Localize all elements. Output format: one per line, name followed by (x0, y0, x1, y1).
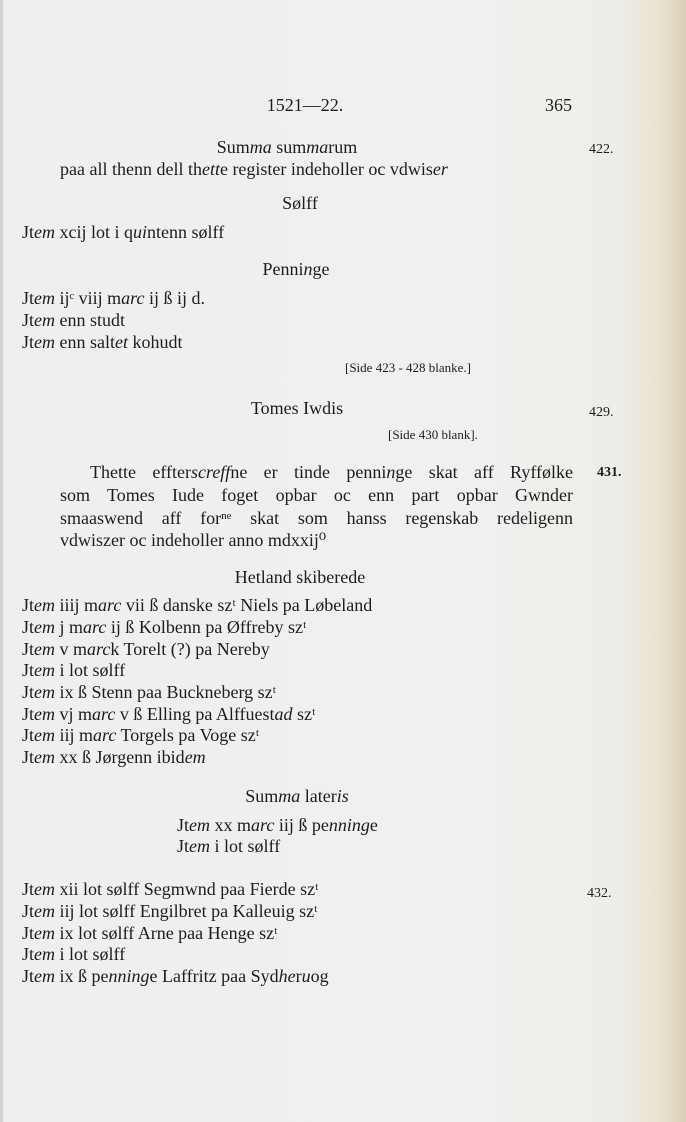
text-segment: ij ß ij d. (144, 288, 205, 308)
italic-segment: em (189, 836, 211, 856)
text-segment: Jt (22, 310, 35, 330)
italic-segment: screff (190, 462, 231, 482)
italic-segment: em (34, 617, 56, 637)
italic-segment: arc (87, 639, 111, 659)
text-segment: e Laffritz paa Syd (149, 966, 279, 986)
text-segment: iij ß pe (274, 815, 329, 835)
text-segment: og (310, 966, 329, 986)
text-line-summa-lateris (245, 785, 349, 807)
text-segment: xii lot sølff Segmwnd paa Fierde szᵗ (55, 879, 319, 899)
italic-segment: em (184, 747, 206, 767)
text-line-summa-summarum (217, 136, 358, 158)
text-line-het-1 (22, 594, 372, 616)
text-segment: ge skat aff Ryffølke (395, 462, 573, 482)
italic-segment: arc (93, 725, 117, 745)
text-segment: vdwiszer oc indeholler anno mdxxij⁰ (60, 530, 327, 550)
italic-segment: ma (306, 137, 329, 157)
text-line-side-423 (345, 357, 471, 379)
italic-segment: arc (83, 617, 107, 637)
text-segment: Jt (22, 966, 35, 986)
text-segment: Jt (22, 682, 35, 702)
text-segment: Jt (22, 660, 35, 680)
text-segment: Torgels pa Voge szᵗ (116, 725, 260, 745)
text-line-het-5 (22, 681, 276, 703)
text-segment: e register indeholler oc vdwis (219, 159, 433, 179)
text-segment: iiij m (55, 595, 99, 615)
text-line-hetland-heading (235, 566, 365, 588)
margin-number-422: 422. (589, 142, 614, 157)
italic-segment: em (34, 682, 56, 702)
text-segment: Jt (22, 222, 35, 242)
text-segment: v ß Elling pa Alffuest (115, 704, 275, 724)
text-segment: ijᶜ viij m (55, 288, 122, 308)
text-segment: i lot sølff (55, 660, 126, 680)
text-segment: rum (328, 137, 358, 157)
italic-segment: em (34, 944, 56, 964)
text-segment: ix ß pe (55, 966, 109, 986)
text-line-end-3 (22, 922, 278, 944)
text-segment: xcij lot i q (55, 222, 134, 242)
text-segment: Sum (245, 786, 279, 806)
text-segment: k Torelt (?) pa Nereby (110, 639, 270, 659)
text-line-end-4 (22, 943, 125, 965)
text-line-end-2 (22, 900, 318, 922)
text-segment: vj m (55, 704, 93, 724)
text-segment: Tomes Iwdis (250, 398, 344, 418)
text-segment: Jt (22, 901, 35, 921)
text-line-para-4 (60, 529, 326, 551)
text-segment: i lot sølff (210, 836, 281, 856)
text-segment: som Tomes Iude foget opbar oc enn part opbar Gwnder (60, 485, 573, 505)
text-line-het-2 (22, 616, 306, 638)
italic-segment: em (34, 725, 56, 745)
italic-segment: he (278, 966, 296, 986)
italic-segment: em (34, 595, 56, 615)
text-segment: ge (312, 259, 330, 279)
italic-segment: em (34, 879, 56, 899)
text-segment: iij m (55, 725, 94, 745)
text-segment: [Side 430 blank]. (388, 427, 478, 442)
text-segment: szᵗ (292, 704, 316, 724)
italic-segment: em (34, 332, 56, 352)
text-segment: j m (55, 617, 84, 637)
text-segment: paa all thenn dell th (60, 159, 202, 179)
text-segment: ix lot sølff Arne paa Henge szᵗ (55, 923, 278, 943)
text-segment: Jt (22, 725, 35, 745)
italic-segment: nning (328, 815, 370, 835)
text-line-end-5 (22, 965, 329, 987)
margin-number-431: 431. (597, 465, 622, 480)
text-segment: vii ß danske szᵗ Niels pa Løbeland (121, 595, 373, 615)
italic-segment: em (34, 901, 56, 921)
text-segment: Sølff (282, 193, 318, 213)
margin-number-432: 432. (587, 886, 612, 901)
text-segment: kohudt (128, 332, 183, 352)
italic-segment: ma (278, 786, 301, 806)
italic-segment: em (34, 966, 56, 986)
text-segment: ix ß Stenn paa Buckneberg szᵗ (55, 682, 277, 702)
text-line-para-2 (60, 484, 573, 506)
italic-segment: ui (133, 222, 148, 242)
running-header-years: 1521—22. (266, 95, 344, 115)
text-segment: xx m (210, 815, 252, 835)
italic-segment: em (34, 288, 56, 308)
text-segment: Thette effter (90, 462, 191, 482)
text-segment: Hetland skiberede (234, 567, 366, 587)
italic-segment: em (34, 704, 56, 724)
text-line-lat-1 (177, 814, 378, 836)
text-line-tomes-iwdis (251, 397, 343, 419)
text-segment: Penni (262, 259, 304, 279)
text-segment: Jt (22, 704, 35, 724)
text-line-het-8 (22, 746, 206, 768)
text-line-het-6 (22, 703, 315, 725)
page-number: 365 (545, 95, 572, 115)
text-segment: v m (55, 639, 88, 659)
italic-segment: ad (274, 704, 293, 724)
text-segment: later (300, 786, 337, 806)
text-segment: Jt (177, 815, 190, 835)
text-segment: xx ß Jørgenn ibid (55, 747, 185, 767)
text-line-pen-2 (22, 309, 125, 331)
italic-segment: em (189, 815, 211, 835)
italic-segment: er (432, 159, 448, 179)
text-segment: sum (271, 137, 307, 157)
text-segment: Jt (22, 879, 35, 899)
text-segment: ij ß Kolbenn pa Øffreby szᵗ (106, 617, 307, 637)
text-line-solff-1 (22, 221, 224, 243)
italic-segment: arc (98, 595, 122, 615)
text-segment: r (295, 966, 302, 986)
italic-segment: arc (92, 704, 116, 724)
text-segment: Jt (22, 288, 35, 308)
italic-segment: n (303, 259, 313, 279)
italic-segment: em (34, 923, 56, 943)
text-segment: Jt (22, 639, 35, 659)
text-segment: iij lot sølff Engilbret pa Kalleuig szᵗ (55, 901, 318, 921)
margin-number-429: 429. (589, 405, 614, 420)
italic-segment: n (386, 462, 396, 482)
text-line-het-4 (22, 659, 125, 681)
text-segment: ne er tinde penni (230, 462, 387, 482)
text-segment: Sum (216, 137, 250, 157)
italic-segment: ma (249, 137, 272, 157)
text-line-lat-2 (177, 835, 280, 857)
italic-segment: et (115, 332, 129, 352)
text-segment: Jt (22, 923, 35, 943)
text-segment: enn studt (55, 310, 126, 330)
text-line-end-1 (22, 878, 319, 900)
italic-segment: em (34, 747, 56, 767)
text-line-pen-3 (22, 331, 183, 353)
text-line-para-1 (90, 461, 573, 483)
text-segment: Jt (22, 332, 35, 352)
text-segment: ntenn sølff (147, 222, 225, 242)
italic-segment: em (34, 660, 56, 680)
text-line-het-7 (22, 724, 259, 746)
italic-segment: nning (108, 966, 150, 986)
italic-segment: em (34, 310, 56, 330)
text-segment: Jt (22, 617, 35, 637)
text-segment: e (369, 815, 378, 835)
text-line-pen-1 (22, 287, 205, 309)
text-line-para-3 (60, 507, 573, 529)
text-line-side-430 (388, 424, 478, 446)
text-segment: Jt (177, 836, 190, 856)
italic-segment: is (336, 786, 349, 806)
text-segment: enn salt (55, 332, 116, 352)
italic-segment: u (301, 966, 311, 986)
text-line-penninge-heading (262, 258, 329, 280)
text-segment: smaaswend aff forⁿᵉ skat som hanss regenskab redeligenn (60, 508, 573, 528)
italic-segment: arc (121, 288, 145, 308)
italic-segment: em (34, 639, 56, 659)
italic-segment: ett (201, 159, 220, 179)
text-line-het-3 (22, 638, 270, 660)
italic-segment: em (34, 222, 56, 242)
text-segment: Jt (22, 595, 35, 615)
text-segment: Jt (22, 747, 35, 767)
text-segment: [Side 423 - 428 blanke.] (345, 360, 472, 375)
text-segment: i lot sølff (55, 944, 126, 964)
text-segment: Jt (22, 944, 35, 964)
text-line-register (60, 158, 448, 180)
italic-segment: arc (251, 815, 275, 835)
text-line-solff-heading (282, 192, 318, 214)
page-edge (0, 0, 3, 1122)
